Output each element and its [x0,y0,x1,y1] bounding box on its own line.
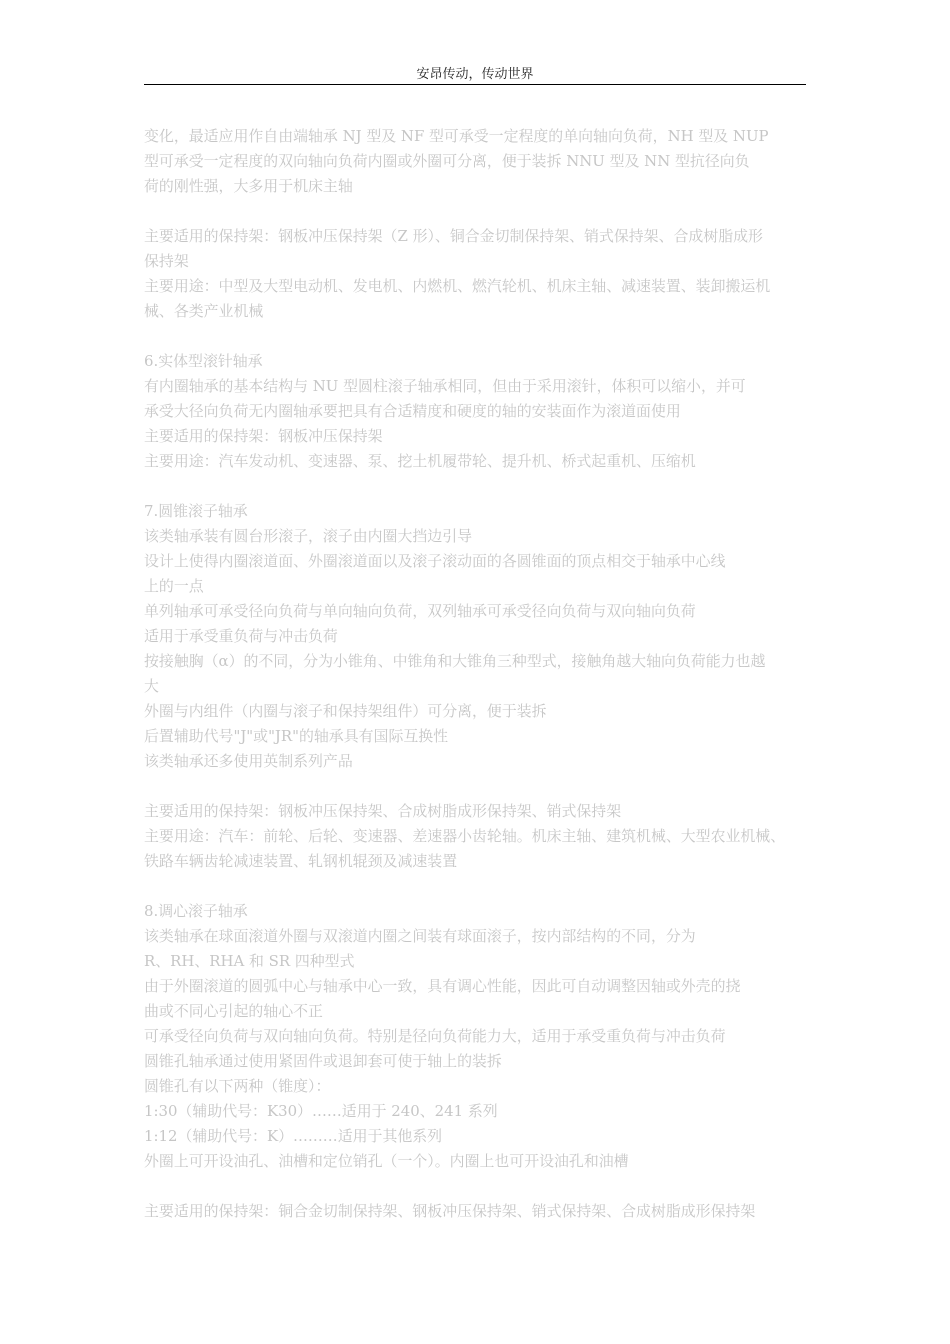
text-line: 主要用途：汽车发动机、变速器、泵、挖土机履带轮、提升机、桥式起重机、压缩机 [144,452,696,470]
text-line: 该类轴承还多使用英制系列产品 [144,752,353,770]
text-line: 主要用途：中型及大型电动机、发电机、内燃机、燃汽轮机、机床主轴、减速装置、装卸搬运机 [144,277,771,295]
text-line: 圆锥孔有以下两种（锥度）： [144,1077,331,1095]
text-line: 后置辅助代号"J"或"JR"的轴承具有国际互换性 [144,727,449,745]
text-line: 该类轴承在球面滚道外圈与双滚道内圈之间装有球面滚子，按内部结构的不同，分为 [144,927,696,945]
header-rule [144,84,806,85]
text-line: 6.实体型滚针轴承 [144,352,263,370]
text-line: 1:12（辅助代号：K）………适用于其他系列 [144,1127,443,1145]
text-line: 主要适用的保持架：钢板冲压保持架（Z 形）、铜合金切制保持架、销式保持架、合成树脂成形 [144,227,763,245]
blank-line [144,874,810,899]
text-line: 型可承受一定程度的双向轴向负荷内圈或外圈可分离，便于装拆 NNU 型及 NN 型抗径向负 [144,152,750,170]
text-line: 变化，最适应用作自由端轴承 NJ 型及 NF 型可承受一定程度的单向轴向负荷，NH 型及 NUP [144,127,769,145]
document-body [144,124,810,1224]
text-line: 外圈与内组件（内圈与滚子和保持架组件）可分离，便于装拆 [144,702,547,720]
text-line: 主要适用的保持架：钢板冲压保持架 [144,427,383,445]
text-line: 8.调心滚子轴承 [144,902,248,920]
blank-line [144,474,810,499]
text-line: 主要用途：汽车：前轮、后轮、变速器、差速器小齿轮轴。机床主轴、建筑机械、大型农业机械、 [144,827,786,845]
text-line: 可承受径向负荷与双向轴向负荷。特别是径向负荷能力大，适用于承受重负荷与冲击负荷 [144,1027,726,1045]
text-line: 主要适用的保持架：钢板冲压保持架、合成树脂成形保持架、销式保持架 [144,802,622,820]
text-line: 铁路车辆齿轮减速装置、轧钢机辊颈及减速装置 [144,852,458,870]
blank-line [144,774,810,799]
text-line: 该类轴承装有圆台形滚子，滚子由内圈大挡边引导 [144,527,473,545]
text-line: 荷的刚性强，大多用于机床主轴 [144,177,353,195]
text-line: 圆锥孔轴承通过使用紧固件或退卸套可使于轴上的装拆 [144,1052,502,1070]
text-line: 上的一点 [144,577,204,595]
text-line: 曲或不同心引起的轴心不正 [144,1002,323,1020]
text-line: 主要适用的保持架：铜合金切制保持架、钢板冲压保持架、销式保持架、合成树脂成形保持架 [144,1202,756,1220]
text-line: 械、各类产业机械 [144,302,264,320]
blank-line [144,324,810,349]
text-line: 按接触胸（α）的不同，分为小锥角、中锥角和大锥角三种型式，接触角越大轴向负荷能力也越 [144,652,766,670]
text-line: 适用于承受重负荷与冲击负荷 [144,627,338,645]
text-line: 大 [144,677,159,695]
blank-line [144,1174,810,1199]
text-line: 1:30（辅助代号：K30）……适用于 240、241 系列 [144,1102,498,1120]
text-line: R、RH、RHA 和 SR 四种型式 [144,952,355,970]
text-line: 7.圆锥滚子轴承 [144,502,248,520]
text-line: 保持架 [144,252,189,270]
text-line: 单列轴承可承受径向负荷与单向轴向负荷，双列轴承可承受径向负荷与双向轴向负荷 [144,602,696,620]
text-line: 外圈上可开设油孔、油槽和定位销孔（一个）。内圈上也可开设油孔和油槽 [144,1152,629,1170]
text-line: 承受大径向负荷无内圈轴承要把具有合适精度和硬度的轴的安装面作为滚道面使用 [144,402,681,420]
blank-line [144,199,810,224]
page-header: 安昂传动，传动世界 [416,67,534,82]
text-line: 有内圈轴承的基本结构与 NU 型圆柱滚子轴承相同，但由于采用滚针，体积可以缩小，并可 [144,377,746,395]
text-line: 设计上使得内圈滚道面、外圈滚道面以及滚子滚动面的各圆锥面的顶点相交于轴承中心线 [144,552,726,570]
text-line: 由于外圈滚道的圆弧中心与轴承中心一致，具有调心性能，因此可自动调整因轴或外壳的挠 [144,977,741,995]
